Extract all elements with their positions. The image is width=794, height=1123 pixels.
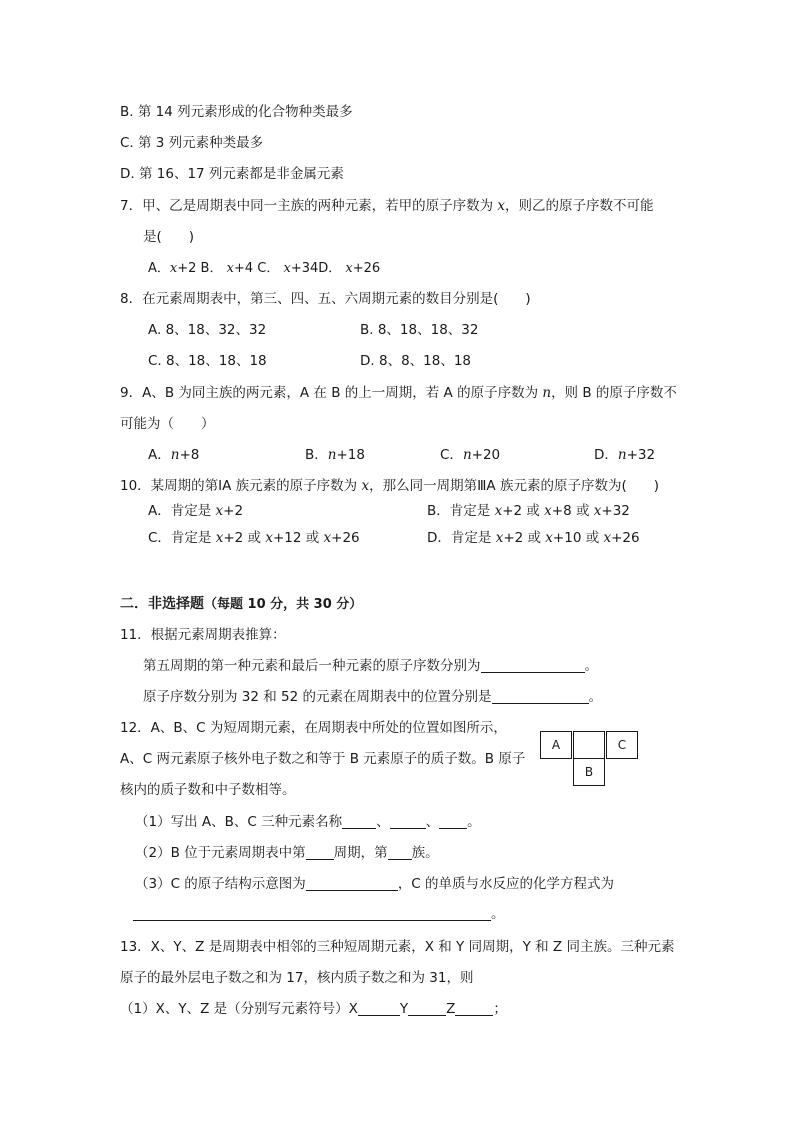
q13-sub1-text: （1）X、Y、Z 是（分别写元素符号）X (120, 1001, 358, 1017)
q7-opt-a-label: A． (148, 261, 170, 276)
section-heading (120, 595, 362, 614)
q7-stem-line2: 是( ) (143, 229, 195, 245)
q11-line2-end: 。 (588, 689, 603, 705)
q13-sub1-end: ； (493, 1001, 507, 1017)
q12-stem-2: A、C 两元素原子核外电子数之和等于 B 元素原子的质子数。B 原子 (120, 751, 526, 767)
q9-var-c: n (462, 447, 472, 463)
cell-empty (573, 731, 605, 759)
q11-line1-end: 。 (584, 658, 598, 674)
q12-blank-period[interactable] (306, 845, 334, 860)
q9-option-a (148, 447, 199, 465)
q13-blank-y[interactable] (408, 1001, 446, 1016)
cell-c: C (606, 731, 638, 759)
q9-opt-b-label: B． (305, 447, 328, 463)
q7-var-a: x (169, 261, 178, 276)
q11-line1-text: 第五周期的第一种元素和最后一种元素的原子序数分别为 (143, 658, 481, 674)
q10-var-b2: x (544, 503, 552, 519)
q10-opt-a-label: A．肯定是 (148, 503, 216, 519)
q10-option-a (148, 503, 243, 521)
section-title: 二．非选择题 (120, 596, 204, 612)
q9-stem (120, 385, 677, 403)
q11-line2-text: 原子序数分别为 32 和 52 的元素在周期表中的位置分别是 (143, 689, 492, 705)
q12-sub1 (135, 814, 481, 832)
q9-var-b: n (327, 447, 337, 463)
q10-opt-c-v3: +26 (331, 530, 360, 546)
q9-option-d (594, 447, 655, 465)
q10-var-b3: x (593, 503, 602, 519)
q10-opt-d-v3: +26 (611, 530, 640, 546)
q11-line2 (143, 689, 602, 707)
q10-var: x (361, 478, 370, 494)
cell-a: A (540, 731, 572, 759)
q9-opt-a-val: +8 (179, 447, 200, 463)
q13-label-y: Y (399, 1001, 409, 1017)
q7-opt-c-d: +34D． (290, 261, 342, 276)
q9-option-c (440, 447, 500, 465)
q10-opt-c-v2: +12 或 (272, 530, 324, 546)
q10-var-d2: x (545, 530, 553, 546)
q12-blank-b[interactable] (390, 814, 426, 829)
q8-option-b: B. 8、18、18、32 (360, 322, 479, 338)
q9-stem-line2: 可能为（ ） (120, 416, 215, 432)
q9-stem-text-b: ，则 B 的原子序数不 (551, 385, 677, 401)
q10-opt-d-v1: +2 或 (503, 530, 546, 546)
q10-opt-c-label: C．肯定是 (148, 530, 216, 546)
q12-blank-c[interactable] (439, 814, 467, 829)
q9-var-a: n (170, 447, 180, 463)
q10-stem-text-a: 10．某周期的第ⅠA 族元素的原子序数为 (120, 478, 362, 494)
q10-var-c3: x (323, 530, 332, 546)
q11-blank-1[interactable] (481, 658, 585, 673)
q10-var-b1: x (494, 503, 503, 519)
q10-stem-text-b: ，那么同一周期第ⅢA 族元素的原子序数为( ) (369, 478, 659, 494)
q10-opt-b-v1: +2 或 (502, 503, 545, 519)
q12-stem-3: 核内的质子数和中子数相等。 (120, 782, 296, 798)
q10-opt-b-v2: +8 或 (551, 503, 594, 519)
q12-blank-equation[interactable] (133, 906, 491, 921)
q10-option-d (427, 530, 640, 548)
q12-blank-a[interactable] (342, 814, 376, 829)
q12-sep-1: 、 (376, 814, 390, 830)
q9-opt-c-label: C． (440, 447, 463, 463)
q8-option-d: D. 8、8、18、18 (360, 353, 472, 369)
q6-option-c: C. 第 3 列元素种类最多 (120, 135, 264, 151)
q12-blank-structure[interactable] (306, 876, 398, 891)
q10-opt-c-v1: +2 或 (223, 530, 266, 546)
q9-var: n (542, 385, 552, 401)
q9-var-d: n (617, 447, 627, 463)
q12-sub3-text-b: ，C 的单质与水反应的化学方程式为 (397, 876, 615, 892)
q8-option-a: A. 8、18、32、32 (148, 322, 267, 338)
q7-opt-b-c: +4 C． (233, 261, 280, 276)
q12-sub2-text-a: （2）B 位于元素周期表中第 (135, 845, 306, 861)
q13-blank-z[interactable] (455, 1001, 493, 1016)
q9-stem-text-a: 9．A、B 为同主族的两元素，A 在 B 的上一周期，若 A 的原子序数为 (120, 385, 543, 401)
q10-opt-a-val: +2 (223, 503, 244, 519)
q7-options (148, 261, 380, 278)
q10-opt-b-v3: +32 (601, 503, 630, 519)
q10-stem (120, 478, 659, 496)
q10-var-d1: x (495, 530, 504, 546)
q8-stem: 8．在元素周期表中，第三、四、五、六周期元素的数目分别是( ) (120, 291, 531, 307)
q7-stem-text-b: ，则乙的原子序数不可能 (505, 198, 654, 214)
q11-line1 (143, 658, 598, 676)
q13-stem-2: 原子的最外层电子数之和为 17，核内质子数之和为 31，则 (120, 970, 474, 986)
q10-var-c1: x (215, 530, 224, 546)
q10-opt-d-v2: +10 或 (552, 530, 604, 546)
q12-sub2 (135, 845, 439, 863)
q10-opt-d-label: D．肯定是 (427, 530, 496, 546)
q13-stem-1: 13．X、Y、Z 是周期表中相邻的三种短周期元素，X 和 Y 同周期，Y 和 Z 同主族。三种元素 (120, 939, 675, 955)
q12-sep-2: 、 (425, 814, 440, 830)
q7-stem (120, 198, 654, 216)
q9-opt-a-label: A． (148, 447, 171, 463)
q12-sub1-text: （1）写出 A、B、C 三种元素名称 (135, 814, 343, 830)
q12-sub3-text-a: （3）C 的原子结构示意图为 (135, 876, 306, 892)
q12-sub2-text-b: 周期，第 (333, 845, 388, 861)
q9-opt-d-label: D． (594, 447, 618, 463)
q12-stem-1: 12．A、B、C 为短周期元素，在周期表中所处的位置如图所示， (120, 720, 507, 736)
q10-option-c (148, 530, 360, 548)
q11-stem: 11．根据元素周期表推算： (120, 627, 286, 643)
q10-var-c2: x (265, 530, 273, 546)
section-note: （每题 10 分，共 30 分） (204, 597, 363, 612)
q12-sub2-text-c: 族。 (411, 845, 439, 861)
q9-opt-c-val: +20 (471, 447, 501, 463)
q13-sub1 (120, 1001, 507, 1019)
q10-var-d3: x (603, 530, 612, 546)
q13-blank-x[interactable] (358, 1001, 400, 1016)
q7-var-c: x (283, 261, 291, 276)
q7-var: x (497, 198, 506, 214)
q7-stem-text-a: 7．甲、乙是周期表中同一主族的两种元素，若甲的原子序数为 (120, 198, 498, 214)
q12-blank-group[interactable] (388, 845, 412, 860)
q9-opt-d-val: +32 (626, 447, 656, 463)
q10-option-b (427, 503, 630, 521)
cell-b: B (573, 758, 605, 786)
q6-option-d: D. 第 16、17 列元素都是非金属元素 (120, 166, 344, 182)
q7-var-b: x (226, 261, 234, 276)
q6-option-b: B. 第 14 列元素形成的化合物种类最多 (120, 104, 353, 120)
q11-blank-2[interactable] (492, 689, 589, 704)
q7-var-d: x (345, 261, 353, 276)
q7-opt-a-b: +2 B． (177, 261, 223, 276)
q10-var-a: x (215, 503, 224, 519)
q8-option-c: C. 8、18、18、18 (148, 353, 267, 369)
q12-sub3 (135, 876, 614, 894)
q12-sub3-end: 。 (491, 906, 505, 922)
q12-sub1-end: 。 (467, 814, 481, 830)
q9-option-b (305, 447, 365, 465)
q12-sub3-line2 (133, 906, 505, 924)
q13-label-z: Z (446, 1001, 456, 1017)
q9-opt-b-val: +18 (336, 447, 365, 463)
q10-opt-b-label: B．肯定是 (427, 503, 495, 519)
q7-opt-d: +26 (352, 261, 381, 276)
